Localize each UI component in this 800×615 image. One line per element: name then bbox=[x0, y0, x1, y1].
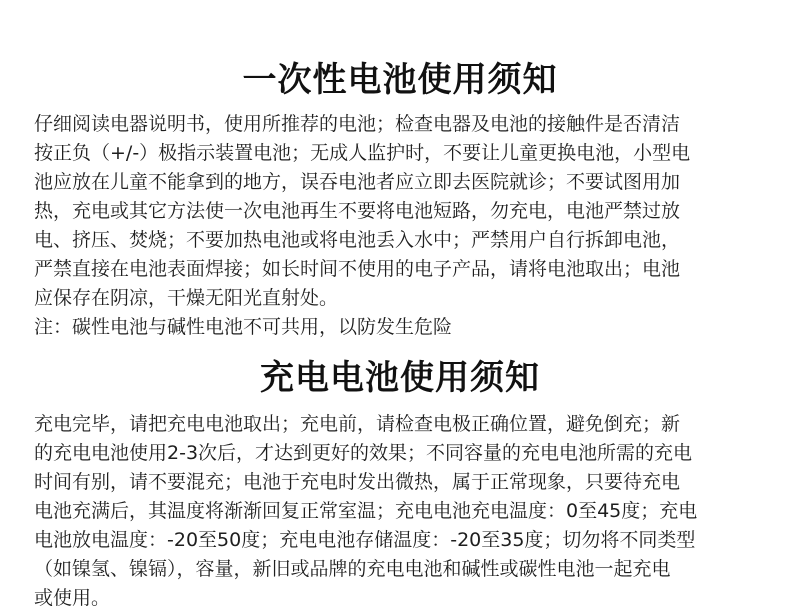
rechargeable-battery-notice-title: 充电电池使用须知 bbox=[260, 358, 540, 398]
paragraph-line: 池应放在儿童不能拿到的地方，误吞电池者应立即去医院就诊；不要试图用加 bbox=[34, 171, 681, 193]
paragraph-line: 应保存在阴凉，干燥无阳光直射处。 bbox=[34, 287, 339, 309]
paragraph-line: 或使用。 bbox=[34, 587, 111, 609]
paragraph-line: 电池放电温度：-20至50度；充电电池存储温度：-20至35度；切勿将不同类型 bbox=[34, 529, 696, 551]
paragraph-line: 时间有别，请不要混充；电池于充电时发出微热，属于正常现象，只要待充电 bbox=[34, 471, 681, 493]
rechargeable-battery-notice-body bbox=[34, 410, 762, 613]
paragraph-line: （如镍氢、镍镉），容量，新旧或品牌的充电电池和碱性或碳性电池一起充电 bbox=[34, 558, 671, 580]
paragraph-line: 按正负（+/-）极指示装置电池；无成人监护时，不要让儿童更换电池，小型电 bbox=[34, 142, 691, 164]
paragraph-line: 严禁直接在电池表面焊接；如长时间不使用的电子产品，请将电池取出；电池 bbox=[34, 258, 681, 280]
paragraph-line: 仔细阅读电器说明书，使用所推荐的电池；检查电器及电池的接触件是否清洁 bbox=[34, 113, 681, 135]
paragraph-line: 充电完毕，请把充电电池取出；充电前，请检查电极正确位置，避免倒充；新 bbox=[34, 413, 681, 435]
primary-battery-notice-title: 一次性电池使用须知 bbox=[242, 60, 558, 100]
note-line: 注：碳性电池与碱性电池不可共用，以防发生危险 bbox=[34, 316, 453, 338]
paragraph-line: 电池充满后，其温度将渐渐回复正常室温；充电电池充电温度：0至45度；充电 bbox=[34, 500, 698, 522]
paragraph-line: 的充电电池使用2-3次后，才达到更好的效果；不同容量的充电电池所需的充电 bbox=[34, 442, 693, 464]
primary-battery-notice-body bbox=[34, 110, 762, 342]
paragraph-line: 热，充电或其它方法使一次电池再生不要将电池短路，勿充电，电池严禁过放 bbox=[34, 200, 681, 222]
paragraph-line: 电、挤压、焚烧；不要加热电池或将电池丢入水中；严禁用户自行拆卸电池， bbox=[34, 229, 681, 251]
